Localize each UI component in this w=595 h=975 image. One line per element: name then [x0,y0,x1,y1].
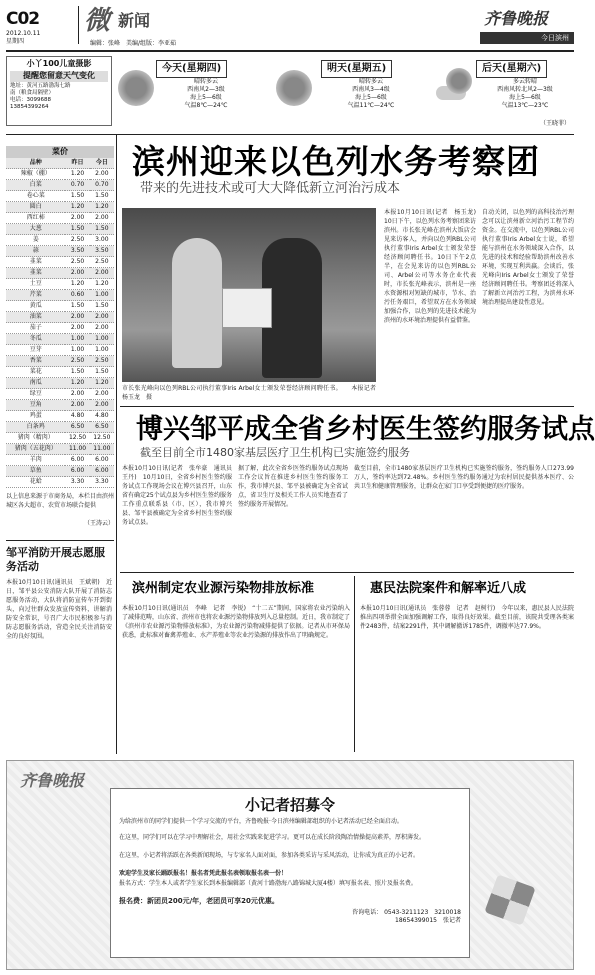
side-story-title: 邹平消防开展志愿服务活动 [6,546,105,573]
story1-headline: 滨州迎来以色列水务考察团 [132,142,540,181]
weather-wind-sea: 海上5—6级 [190,93,222,101]
price-today: 3.00 [90,235,114,246]
sun-icon [446,68,472,94]
price-yesterday: 6.00 [65,466,89,477]
table-row [6,224,114,235]
issue-date-text: 2012.10.11 [6,30,41,37]
price-item-name: 大葱 [6,224,65,235]
price-today: 11.00 [90,444,114,455]
editors-line: 编辑：张峰 美编/组版：李亚茹 [90,40,177,47]
table-row [6,356,114,367]
table-row [6,235,114,246]
section-brand-mark: 微 [84,6,111,36]
weather-wind: 西南风2—3级 [187,85,225,93]
price-item-name: 猪肉（精肉） [6,433,65,444]
price-today: 2.00 [90,323,114,334]
weather-day-tomorrow [321,60,421,122]
table-row [6,180,114,191]
price-yesterday: 1.50 [65,224,89,235]
price-yesterday: 2.00 [65,268,89,279]
price-yesterday: 1.20 [65,378,89,389]
price-table-body [6,158,114,488]
price-table-source: （王涛云） [83,520,114,527]
price-today: 3.30 [90,477,114,488]
price-item-name: 土豆 [6,279,65,290]
table-row [6,279,114,290]
price-item-name: 蒜 [6,246,65,257]
recruit-line-1: 为给滨州市的同学们提供一个学习交流的平台，齐鲁晚报·今日滨州编辑部组织的小记者活动已经全面启动。 [119,818,403,826]
weather-day-after [476,60,574,122]
price-today: 6.50 [90,422,114,433]
price-item-name: 辣椒（棚） [6,169,65,180]
table-row [6,334,114,345]
table-row [6,444,114,455]
table-row [6,378,114,389]
price-yesterday: 6.50 [65,422,89,433]
weather-wind: 西南风3—4级 [352,85,390,93]
price-yesterday: 3.30 [65,477,89,488]
side-story-body: 本报10月10日讯(通讯员 王斌朝) 近日，邹平县公安消防大队开展了消防志愿服务活动，大队将消防宣传车开到街头，向过往群众发放宣传资料，讲解消防安全常识，号召广大市民积极参与消防志愿服务活动，营造全民关注消防安全的良好氛围。 [6,579,112,640]
recruit-phone-2: 18654399015 张记者 [395,917,461,925]
table-row [6,290,114,301]
price-today: 1.50 [90,367,114,378]
weather-wind: 西南风转北风2—3级 [497,85,553,93]
weather-day-label: 后天(星期六) [476,60,547,78]
price-today: 1.50 [90,224,114,235]
table-row [6,301,114,312]
price-yesterday: 1.50 [65,367,89,378]
price-item-name: 猪肉（五花肉） [6,444,65,455]
table-row [6,433,114,444]
price-item-name: 绿豆 [6,389,65,400]
price-item-name: 菜花 [6,367,65,378]
price-item-name: 草鱼 [6,466,65,477]
story1-body-col1: 本报10月10日讯(记者 杨玉龙) 10日下午，以色列水务考察团来访滨州。市长张光峰在滨州大饭店会见来访客人，并向以色列RBL公司执行董事Iris Arbel女士颁发荣誉经济顾问聘任书。10日下午2点半，在会见来访的以色列RBL公司、Arbel公司等水务企业代表时，市长张光峰表示，滨州是一座水资源相对短缺的城市，节水、治污任务艰巨，希望双方在水务领域加强合作，以色列的先进技术能为滨州的水环境治理提供有益借鉴。 [384,209,483,324]
promo-line-4: 南（粮食局隔壁） [10,89,55,96]
table-row [6,345,114,356]
story2-body-col2: 据了解，此次全省乡医签约服务试点现场工作会议旨在推进乡村医生签约服务工作，我市博兴县、邹平县被确定为全省试点，省卫生厅及相关工作人员实地查看了签约服务开展情况。 [238,465,348,508]
weather-wind-sea: 海上5—6级 [355,93,387,101]
price-today: 3.50 [90,246,114,257]
price-yesterday: 1.00 [65,334,89,345]
table-header-row [6,158,114,169]
price-item-name: 韭菜 [6,268,65,279]
price-yesterday: 2.00 [65,213,89,224]
weather-credit: （王晓菲） [539,120,570,127]
price-item-name: 圆白 [6,202,65,213]
story1-subtitle: 带来的先进技术或可大大降低新立河治污成本 [140,181,401,196]
price-today: 2.00 [90,213,114,224]
vegetable-price-table [6,146,114,528]
price-item-name: 鸡蛋 [6,411,65,422]
table-row [6,202,114,213]
promo-line-3: 地址：黄河五路渤海七路 [10,82,71,89]
price-today: 4.80 [90,411,114,422]
price-today: 2.00 [90,169,114,180]
price-today: 2.50 [90,257,114,268]
price-item-name: 冬瓜 [6,334,65,345]
column-header: 品种 [6,158,65,169]
price-item-name: 白条鸡 [6,422,65,433]
weather-cond: 晴转多云 [193,77,218,85]
sun-icon [276,70,312,106]
table-row [6,257,114,268]
price-today: 1.50 [90,301,114,312]
column-header: 今日 [90,158,114,169]
price-item-name: 南瓜 [6,378,65,389]
column-header: 昨日 [65,158,89,169]
recruit-logo: 齐鲁晚报 [20,771,85,790]
price-yesterday: 3.50 [65,246,89,257]
price-item-name: 豆角 [6,400,65,411]
story1-photo-caption: 市长张光峰向以色列RBL公司执行董事Iris Arbel女士颁发荣誉经济顾问聘任书。 本报记者 杨玉龙 摄 [122,385,383,401]
recruit-phone-1: 0543-3211123 3210018 [384,909,461,917]
recruit-line-4: 欢迎学生及家长踊跃报名！报名者凭此报名表领取报名表一份！ [119,870,288,878]
weather-temp: 气温8℃—24℃ [184,101,228,109]
price-item-name: 芹菜 [6,290,65,301]
promo-line-1: 小丫100儿童摄影 [26,59,92,68]
table-row [6,367,114,378]
sun-icon [118,70,154,106]
table-row [6,169,114,180]
story2-headline: 博兴邹平成全省乡村医生签约服务试点 [136,414,595,445]
promo-line-5: 电话：3099688 [10,96,51,103]
price-yesterday: 6.00 [65,455,89,466]
price-yesterday: 12.50 [65,433,89,444]
price-item-name: 韭菜 [6,257,65,268]
story1-photo [122,208,376,382]
price-today: 1.00 [90,334,114,345]
price-item-name: 茄子 [6,323,65,334]
price-item-name: 卷心菜 [6,191,65,202]
price-table-title: 菜价 [6,146,114,158]
price-yesterday: 1.50 [65,301,89,312]
price-today: 1.00 [90,345,114,356]
section-title: 新闻 [118,11,151,30]
story3-headline: 滨州制定农业源污染物排放标准 [132,581,315,596]
recruit-contact [111,909,469,925]
price-yesterday: 2.00 [65,400,89,411]
table-row [6,213,114,224]
weather-temp: 气温11℃—24℃ [347,101,395,109]
price-yesterday: 2.50 [65,356,89,367]
price-table-footer: 以上信息来源于市商务局，本栏目由滨州城区各大超市、农贸市场联合提供 [6,493,115,509]
recruit-line-2: 在这里，同学们可以在学习中理解社会，用社会实践来促进学习。更可以在成长阶段陶冶情操提高素养，厚积薄发。 [119,834,426,842]
price-yesterday: 2.00 [65,323,89,334]
table-row [6,477,114,488]
table-row [6,246,114,257]
weather-panel [116,56,574,128]
price-today: 6.00 [90,466,114,477]
local-edition-badge: 今日滨州 [480,32,574,44]
price-item-name: 黄瓜 [6,301,65,312]
price-item-name: 花蛤 [6,477,65,488]
recruit-phone-label: 咨询电话： [352,909,383,917]
promo-line-2: 提醒您留意天气变化 [10,71,108,82]
table-row [6,466,114,477]
price-today: 1.00 [90,290,114,301]
table-row [6,455,114,466]
price-yesterday: 4.80 [65,411,89,422]
price-yesterday: 2.00 [65,389,89,400]
weather-wind-sea: 海上5—6级 [509,93,541,101]
issue-date [6,30,40,46]
table-row [6,323,114,334]
price-yesterday: 1.20 [65,202,89,213]
price-item-name: 西红柿 [6,213,65,224]
story2-body-col3: 截至目前，全市1480家基层医疗卫生机构已实施签约服务，签约服务人口273.99万人，签约率达到72.48%。乡村医生签约服务通过为农村居民提供基本医疗、公共卫生和健康管理服务，让群众在家门口享受到便捷的医疗服务。 [354,465,574,490]
price-item-name: 豆芽 [6,345,65,356]
table-row [6,400,114,411]
price-today: 2.00 [90,268,114,279]
promo-box [6,56,112,126]
price-today: 1.20 [90,279,114,290]
weather-cond: 多云转晴 [512,77,537,85]
price-item-name: 羊肉 [6,455,65,466]
price-today: 0.70 [90,180,114,191]
table-row [6,389,114,400]
promo-line-6: 13854399264 [10,103,49,110]
price-yesterday: 1.20 [65,169,89,180]
page-number: C02 [6,9,40,29]
weather-cond: 晴转多云 [358,77,383,85]
price-today: 6.00 [90,455,114,466]
story4-body: 本报10月10日讯(通讯员 张蓉蓉 记者 赵树行) 今年以来，惠民县人民法院推出四项举措全面加强调解工作，取得良好效果。截至目前，该院共受理各类案件2483件，结案2291件，其中调解撤诉1785件，调撤率达77.9%。 [360,605,574,630]
price-today: 2.00 [90,312,114,323]
price-item-name: 姜 [6,235,65,246]
recruit-line-3: 在这里，小记者将活跃在各类新闻现场，与专家名人面对面，参加各类采访与采风活动，让你成为真正的小记者。 [119,852,420,860]
price-yesterday: 1.50 [65,191,89,202]
price-item-name: 香菜 [6,356,65,367]
price-yesterday: 2.50 [65,235,89,246]
price-today: 2.00 [90,400,114,411]
weather-day-label: 今天(星期四) [156,60,227,78]
story4-headline: 惠民法院案件和解率近八成 [370,581,527,596]
story2-body-col1: 本报10月10日讯(记者 张牟豪 通讯员 王丹) 10月10日，全省乡村医生签约服务试点工作现场会议在博兴县召开，山东省有确定25个试点县为乡村医生签约服务工作重点联系县（市、区），我市博兴县、邹平县被确定为全省乡村医生签约服务试点县。 [122,465,239,526]
price-today: 1.20 [90,378,114,389]
story2-subtitle: 截至目前全市1480家基层医疗卫生机构已实施签约服务 [140,446,410,459]
table-row [6,411,114,422]
story3-body: 本报10月10日讯(通讯员 李峰 记者 李锐) “十二五”期间，国家将农业污染纳入了减排范畴，山东省、滨州市也将农业源污染物排放列入总量控制。近日，我市制定了《滨州市农业源污染物排放标准》，为农业源污染物减排提供了依据。记者从市环保局获悉，此标准对畜禽养殖业、水产养殖业等农业污染源的排放作出了明确规定。 [122,605,351,639]
table-row [6,422,114,433]
issue-weekday: 星期四 [6,38,25,45]
price-yesterday: 1.00 [65,345,89,356]
table-row [6,268,114,279]
price-item-name: 油菜 [6,312,65,323]
weather-day-label: 明天(星期五) [321,60,392,78]
price-today: 1.20 [90,202,114,213]
paper-logo: 齐鲁晚报 [484,9,549,28]
recruit-line-5: 报名方式：学生本人或者学生家长到本报编辑部（黄河十路渤海八路锦城大厦4楼）填写报名表、照片及报名费。 [119,880,417,888]
table-row [6,312,114,323]
recruit-title: 小记者招募令 [244,796,335,814]
table-row [6,191,114,202]
price-yesterday: 0.60 [65,290,89,301]
weather-day-today [156,60,256,122]
price-today: 2.00 [90,389,114,400]
price-yesterday: 1.20 [65,279,89,290]
price-yesterday: 2.50 [65,257,89,268]
price-yesterday: 0.70 [65,180,89,191]
price-yesterday: 11.00 [65,444,89,455]
recruit-notice-card [110,788,470,958]
recruit-line-6: 报名费：新团员200元/年，老团员可享20元优惠。 [119,897,279,906]
price-item-name: 白菜 [6,180,65,191]
price-today: 2.50 [90,356,114,367]
price-today: 1.50 [90,191,114,202]
price-yesterday: 2.00 [65,312,89,323]
story1-body-col2: 自动关闭，以色列的高科技治污理念可以让滨州新立河治污工程节约资金。在交流中，以色列RBL公司执行董事Iris Arbel女士说，希望能与滨州在水务领域深入合作，以先进的技术和经验帮助滨州改善水环境，实现互利共赢。会谈后，张光峰向Iris Arbel女士颁发了荣誉经济顾问聘任书。考察团还将深入了解新立河治污工程，为滨州水环境治理提出建设性意见。 [482,209,574,306]
price-today: 12.50 [90,433,114,444]
weather-temp: 气温13℃—23℃ [501,101,549,109]
